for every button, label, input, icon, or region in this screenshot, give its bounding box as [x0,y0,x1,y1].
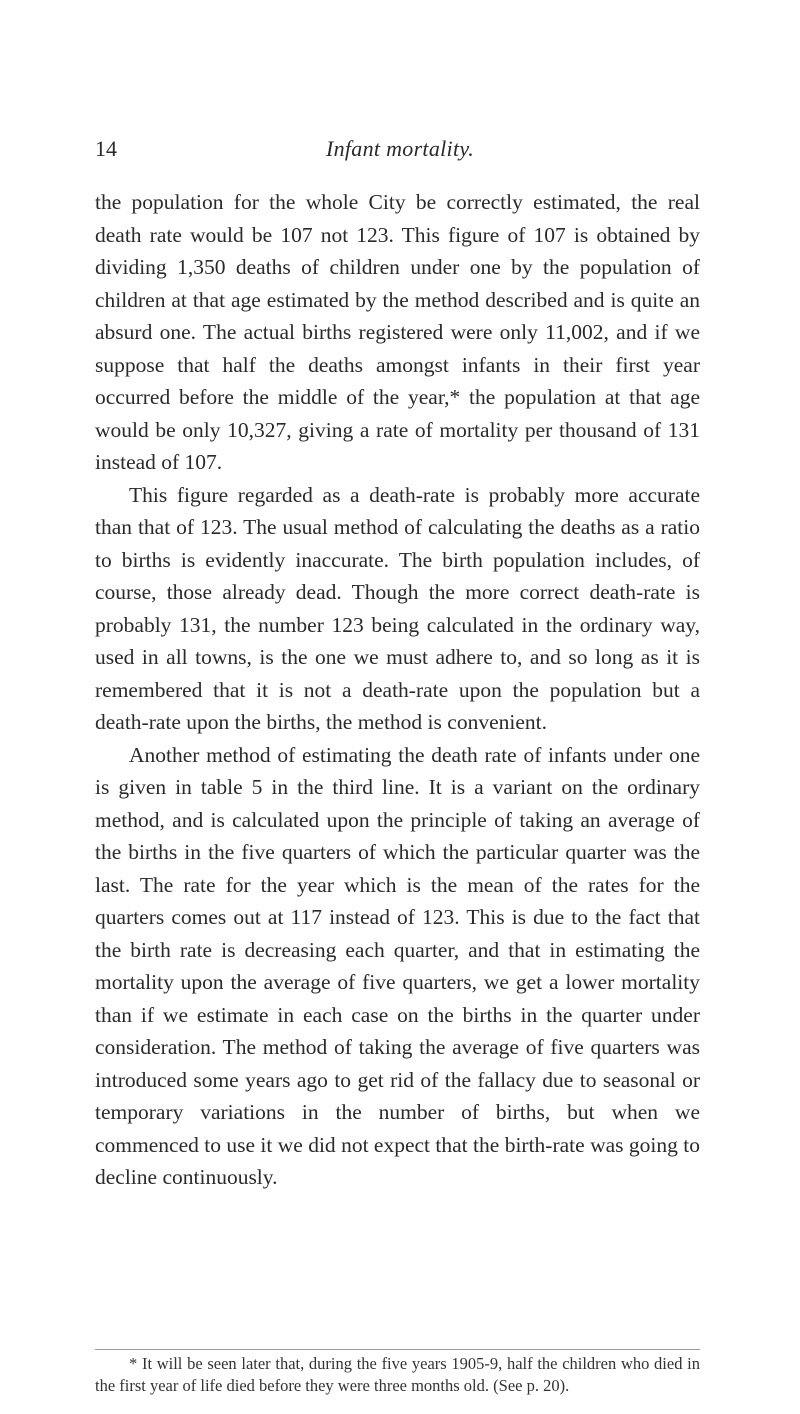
footnote-divider [95,1349,700,1350]
page-number: 14 [95,136,117,161]
page-header [95,136,705,170]
body-text [95,186,700,1194]
paragraph-2: This figure regarded as a death-rate is probably more accurate than that of 123. The usual method of calculating the deaths as a ratio to births is evidently inaccurate. The birth population includes, of course, those already dead. Though the more correct death-rate is probably 131, the number 123 being calculated in the ordinary way, used in all towns, is the one we must adhere to, and so long as it is remembered that it is not a death-rate upon the population but a death-rate upon the births, the method is convenient. [95,482,700,734]
footnote: * It will be seen later that, during the five years 1905-9, half the children who died in the first year of life died before they were three months old. (See p. 20). [95,1354,700,1395]
paragraph-1: the population for the whole City be correctly estimated, the real death rate would be 107 not 123. This figure of 107 is obtained by dividing 1,350 deaths of children under one by the population of children at that age estimated by the method described and is quite an absurd one. The actual births registered were only 11,002, and if we suppose that half the deaths amongst infants in their first year occurred before the middle of the year,* the population at that age would be only 10,327, giving a rate of mortality per thousand of 131 instead of 107. [95,190,700,474]
paragraph-3: Another method of estimating the death rate of infants under one is given in table 5 in the third line. It is a variant on the ordinary method, and is calculated upon the principle of taking an average of the births in the five quarters of which the particular quarter was the last. The rate for the year which is the mean of the rates for the quarters comes out at 117 instead of 123. This is due to the fact that the birth rate is decreasing each quarter, and that in estimating the mortality upon the average of five quarters, we get a lower mortality than if we estimate in each case on the births in the quarter under consideration. The method of taking the average of five quarters was introduced some years ago to get rid of the fallacy due to seasonal or temporary variations in the number of births, but when we commenced to use it we did not expect that the birth-rate was going to decline continuously. [95,742,700,1189]
running-title: Infant mortality. [325,136,475,161]
